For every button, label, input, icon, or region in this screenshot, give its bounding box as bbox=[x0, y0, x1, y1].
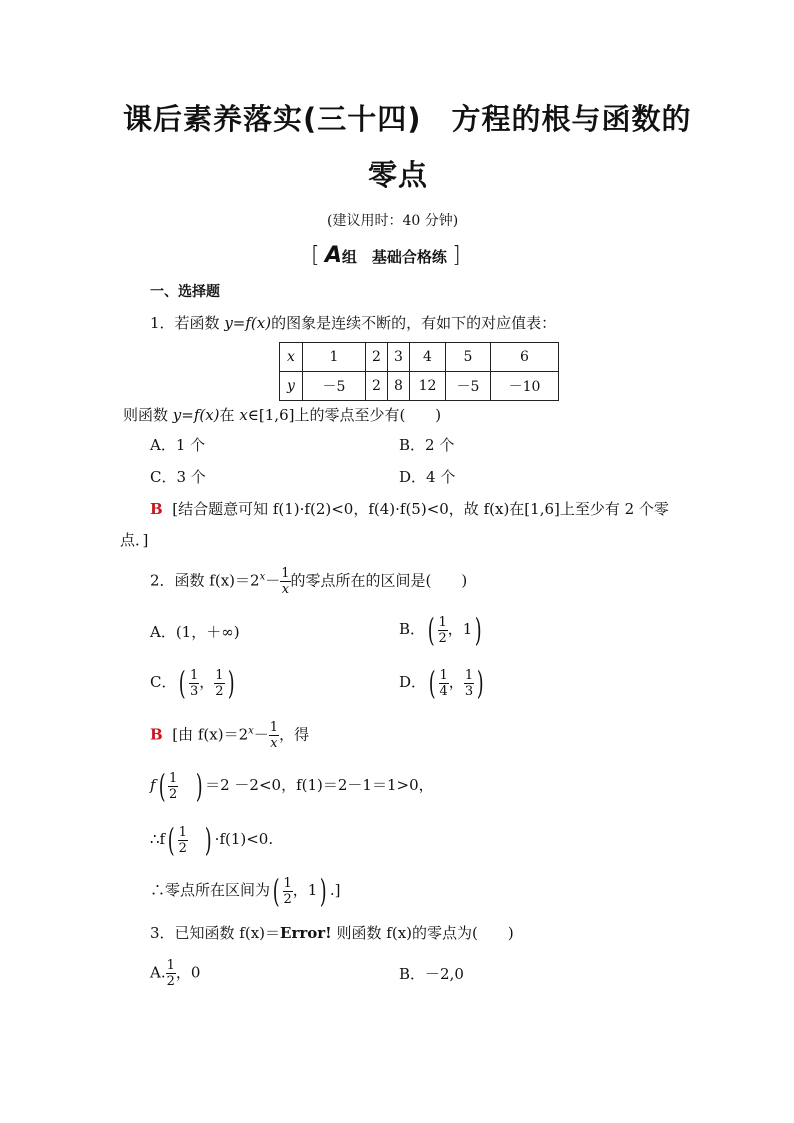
table-cell: －10 bbox=[491, 372, 559, 401]
table-cell: 3 bbox=[388, 343, 410, 372]
fraction: $\frac{1}{x}$ bbox=[281, 566, 290, 597]
q1-question: 则函数 y=f(x)在 x∈[1,6]上的零点至少有( ) bbox=[123, 406, 442, 424]
q2-solution-line3: ∴f( $\frac{1}{2}$ ) ·f(1)<0. bbox=[150, 821, 274, 859]
q1-option-a: A．1 个 bbox=[150, 436, 206, 454]
table-header-x: x bbox=[280, 343, 303, 372]
group-banner: [ A组 基础合格练 ] bbox=[311, 243, 461, 268]
table-cell: 4 bbox=[410, 343, 446, 372]
table-cell: －5 bbox=[303, 372, 366, 401]
q2-option-d: D．( $\frac{1}{4}$ ， $\frac{1}{3}$ ) bbox=[399, 664, 484, 702]
q3-option-b: B．－2,0 bbox=[399, 965, 464, 983]
answer-letter: B bbox=[150, 500, 163, 518]
q1-option-b: B．2 个 bbox=[399, 436, 455, 454]
group-letter: A bbox=[324, 243, 342, 268]
q2-solution-line4: ∴零点所在区间为( $\frac{1}{2}$ ，1) .] bbox=[150, 872, 341, 910]
q1-stem: 1．若函数 y=f(x)的图象是连续不断的，有如下的对应值表： bbox=[150, 314, 557, 332]
table-cell: 8 bbox=[388, 372, 410, 401]
q1-answer-line2: 点．] bbox=[120, 531, 149, 549]
table-cell: 2 bbox=[366, 372, 388, 401]
table-cell: 6 bbox=[491, 343, 559, 372]
page-title: 课后素养落实(三十四) 方程的根与函数的 bbox=[123, 102, 692, 136]
q2-option-c: C．( $\frac{1}{3}$ ， $\frac{1}{2}$ ) bbox=[150, 664, 235, 702]
q2-option-a: A．(1，＋∞) bbox=[150, 623, 240, 641]
q3-stem: 3．已知函数 f(x)＝Error! 则函数 f(x)的零点为( ) bbox=[150, 924, 514, 942]
page-title-line2: 零点 bbox=[368, 158, 429, 192]
table-cell: 12 bbox=[410, 372, 446, 401]
time-note: (建议用时：40 分钟) bbox=[327, 213, 459, 229]
table-cell: 1 bbox=[303, 343, 366, 372]
q2-stem: 2．函数 $f(x)=2^x-$ $\frac{1}{x}$ 的零点所在的区间是( ) bbox=[150, 566, 468, 597]
table-row bbox=[280, 372, 559, 401]
q2-option-b: B．( $\frac{1}{2}$ ，1) bbox=[399, 611, 483, 649]
table-header-y: y bbox=[280, 372, 303, 401]
table-cell: －5 bbox=[446, 372, 491, 401]
q1-option-c: C．3 个 bbox=[150, 468, 206, 486]
q1-option-d: D．4 个 bbox=[399, 468, 456, 486]
answer-letter: B bbox=[150, 725, 163, 744]
section-heading: 一、选择题 bbox=[150, 284, 220, 300]
q1-value-table bbox=[279, 342, 559, 401]
group-label: 组 基础合格练 bbox=[341, 248, 447, 266]
q3-option-a: A. $\frac{1}{2}$ ，0 bbox=[150, 958, 201, 989]
q2-solution-line2: f( $\frac{1}{2}$ ) ＝2 －2<0，f(1)＝2－1＝1>0， bbox=[150, 767, 434, 805]
q1-answer: B [结合题意可知 f(1)·f(2)<0，f(4)·f(5)<0，故 f(x)在[1,6]上至少有 2 个零 bbox=[150, 500, 669, 518]
table-row bbox=[280, 343, 559, 372]
table-cell: 2 bbox=[366, 343, 388, 372]
q2-solution-line1: B [由 $f(x)=2^x-$ $\frac{1}{x}$ ，得 bbox=[150, 720, 310, 751]
table-cell: 5 bbox=[446, 343, 491, 372]
